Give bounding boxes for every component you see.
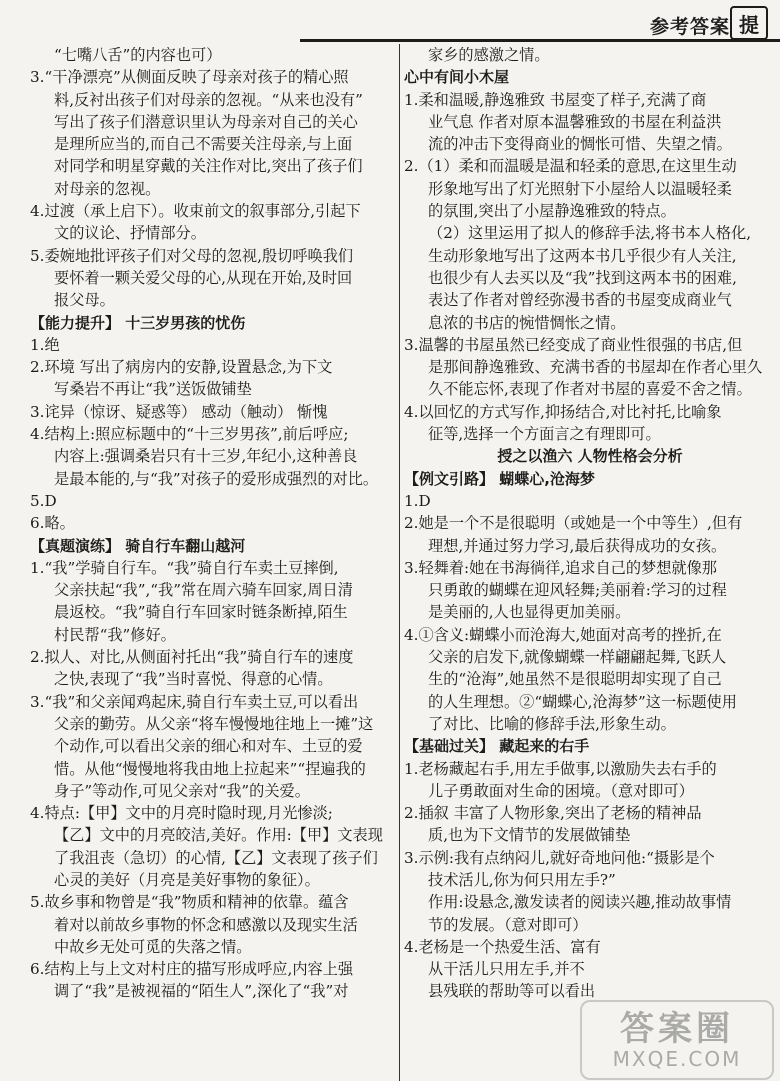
text-line: 表达了作者对曾经弥漫书香的书屋变成商业气 — [428, 291, 732, 310]
text-line: （2）这里运用了拟人的修辞手法,将书本人格化, — [428, 224, 752, 243]
text-line: 写桑岩不再让“我”送饭做铺垫 — [54, 380, 252, 399]
text-line: 6.略。 — [30, 514, 75, 533]
text-line: 息浓的书店的惋惜惆怅之情。 — [428, 313, 626, 332]
section-heading: 【能力提升】 十三岁男孩的忧伤 — [30, 313, 246, 332]
text-line: 5.D — [30, 491, 57, 510]
text-line: 是理所应当的,而自己不需要关注母亲,与上面 — [54, 135, 353, 154]
text-line: 个动作,可以看出父亲的细心和对车、土豆的爱 — [54, 737, 363, 756]
text-line: 3.诧异（惊讶、疑惑等） 感动（触动） 惭愧 — [30, 402, 328, 421]
text-line: 流的冲击下变得商业的惆怅可惜、失望之情。 — [428, 135, 732, 154]
text-line: 3.“我”和父亲闻鸡起床,骑自行车卖土豆,可以看出 — [30, 692, 359, 711]
text-line: 中故乡无处可觅的失落之情。 — [54, 937, 252, 956]
text-line: 4.过渡（承上启下）。收束前文的叙事部分,引起下 — [30, 202, 361, 221]
text-line: 了对比、比喻的修辞手法,形象生动。 — [428, 714, 676, 733]
text-line: 技术活儿,你为何只用左手?” — [428, 870, 616, 889]
text-line: 2.拟人、对比,从侧面衬托出“我”骑自行车的速度 — [30, 648, 354, 667]
text-line: 质,也为下文情节的发展做铺垫 — [428, 826, 631, 845]
text-line: 1.老杨藏起右手,用左手做事,以激励失去右手的 — [404, 759, 717, 778]
text-line: 县残联的帮助等可以看出 — [428, 982, 596, 1001]
section-heading: 【例文引路】 蝴蝶心,沧海梦 — [404, 469, 595, 488]
text-line: 要怀着一颗关爱父母的心,从现在开始,及时回 — [54, 268, 353, 287]
text-line: 理想,并通过努力学习,最后获得成功的女孩。 — [428, 536, 727, 555]
text-line: 写出了孩子们潜意识里认为母亲对自己的关心 — [54, 112, 358, 131]
text-line: 父亲的启发下,就像蝴蝶一样翩翩起舞,飞跃人 — [428, 648, 727, 667]
text-line: 3.轻舞着:她在书海徜徉,追求自己的梦想就像那 — [404, 558, 717, 577]
text-line: 调了“我”是被视福的“陌生人”,深化了“我”对 — [54, 982, 349, 1001]
column-divider — [399, 44, 400, 1081]
text-line: 之快,表现了“我”当时喜悦、得意的心情。 — [54, 670, 333, 689]
text-line: 身子”等动作,可见父亲对“我”的关爱。 — [54, 781, 310, 800]
text-line: 节的发展。（意对即可） — [428, 915, 588, 934]
text-line: 6.结构上与上文对村庄的描写形成呼应,内容上强 — [30, 960, 354, 979]
text-line: 4.①含义:蝴蝶小而沧海大,她面对高考的挫折,在 — [404, 625, 722, 644]
text-line: 【乙】文中的月亮皎洁,美好。作用:【甲】文表现 — [54, 826, 383, 845]
text-line: 父亲扶起“我”,“我”常在周六骑车回家,周日清 — [54, 581, 353, 600]
text-line: 只勇敢的蝴蝶在迎风轻舞;美丽着:学习的过程 — [428, 581, 727, 600]
text-line: 1.“我”学骑自行车。“我”骑自行车卖土豆摔倒, — [30, 558, 339, 577]
text-line: 的氛围,突出了小屋静逸雅致的特点。 — [428, 202, 676, 221]
text-line: 1.柔和温暖,静逸雅致 书屋变了样子,充满了商 — [404, 90, 707, 109]
text-line: 形象地写出了灯光照射下小屋给人以温暖轻柔 — [428, 179, 732, 198]
text-line: 的人生理想。②“蝴蝶心,沧海梦”这一标题使用 — [428, 692, 737, 711]
section-heading: 授之以渔六 人物性格会分析 — [497, 447, 683, 466]
header-title: 参考答案 — [649, 16, 730, 38]
text-line: 是美丽的,人也显得更加美丽。 — [428, 603, 631, 622]
text-line: 3.“干净漂亮”从侧面反映了母亲对孩子的精心照 — [30, 68, 349, 87]
text-line: 父亲的勤劳。从父亲“将车慢慢地往地上一摊”这 — [54, 714, 374, 733]
text-line: 内容上:强调桑岩只有十三岁,年纪小,这种善良 — [54, 447, 358, 466]
text-line: 生的“沧海”,她虽然不是很聪明却实现了自己 — [428, 670, 722, 689]
text-line: 家乡的感激之情。 — [428, 46, 550, 64]
text-line: 作用:设悬念,激发读者的阅读兴趣,推动故事情 — [428, 893, 732, 912]
left-column — [30, 44, 392, 1003]
watermark-site: MXQE.COM — [612, 1047, 742, 1071]
text-line: 儿子勇敢面对生命的困境。（意对即可） — [428, 781, 694, 800]
text-line: 2.环境 写出了病房内的安静,设置悬念,为下文 — [30, 358, 333, 377]
text-line: 征等,选择一个方面言之有理即可。 — [428, 425, 661, 444]
text-line: 料,反衬出孩子们对母亲的忽视。“从来也没有” — [54, 90, 363, 109]
text-line: 久不能忘怀,表现了作者对书屋的喜爱不舍之情。 — [428, 380, 752, 399]
text-line: 对母亲的忽视。 — [54, 179, 161, 198]
text-line: “七嘴八舌”的内容也可） — [54, 46, 222, 64]
text-line: 从干活儿只用左手,并不 — [428, 960, 585, 979]
text-line: 业气息 作者对原本温馨雅致的书屋在利益洪 — [428, 112, 722, 131]
text-line: 着对以前故乡事物的怀念和感激以及现实生活 — [54, 915, 358, 934]
page-header — [0, 0, 780, 44]
text-line: 3.示例:我有点纳闷儿,就好奇地问他:“摄影是个 — [404, 848, 715, 867]
watermark-title: 答案圈 — [620, 1009, 734, 1049]
text-line: 晨返校。“我”骑自行车回家时链条断掉,陌生 — [54, 603, 348, 622]
text-line: 对同学和明星穿戴的关注作对比,突出了孩子们 — [54, 157, 363, 176]
text-line: 生动形象地写出了这两本书几乎很少有人关注, — [428, 246, 737, 265]
text-line: 1.D — [404, 491, 431, 510]
text-line: 惜。从他“慢慢地将我由地上拉起来”“捏遍我的 — [54, 759, 366, 778]
text-line: 4.老杨是一个热爱生活、富有 — [404, 937, 601, 956]
text-line: 了我沮丧（急切）的心情,【乙】文表现了孩子们 — [54, 848, 378, 867]
text-line: 5.故乡事和物曾是“我”物质和精神的依靠。蕴含 — [30, 893, 349, 912]
text-line: 5.委婉地批评孩子们对父母的忽视,殷切呼唤我们 — [30, 246, 354, 265]
text-line: 4.结构上:照应标题中的“十三岁男孩”,前后呼应; — [30, 425, 349, 444]
text-line: 4.特点:【甲】文中的月亮时隐时现,月光惨淡; — [30, 804, 333, 823]
text-line: 2.插叙 丰富了人物形象,突出了老杨的精神品 — [404, 804, 702, 823]
book-logo-icon: 提 — [730, 6, 768, 40]
text-line: 文的议论、抒情部分。 — [54, 224, 206, 243]
text-line: 4.以回忆的方式写作,抑扬结合,对比衬托,比喻象 — [404, 402, 722, 421]
text-line: 3.温馨的书屋虽然已经变成了商业性很强的书店,但 — [404, 335, 743, 354]
section-heading: 【真题演练】 骑自行车翻山越河 — [30, 536, 246, 555]
text-line: 村民帮“我”修好。 — [54, 625, 176, 644]
right-column — [404, 44, 776, 1003]
text-line: 1.绝 — [30, 335, 60, 354]
text-line: 2.（1）柔和而温暖是温和轻柔的意思,在这里生动 — [404, 157, 737, 176]
watermark-logo — [580, 1000, 774, 1080]
section-heading: 【基础过关】 藏起来的右手 — [404, 737, 590, 756]
header-rule — [300, 39, 780, 42]
text-line: 2.她是一个不是很聪明（或她是一个中等生）,但有 — [404, 514, 743, 533]
text-line: 也很少有人去买以及“我”找到这两本书的困难, — [428, 268, 737, 287]
text-line: 心灵的美好（月亮是美好事物的象征）。 — [54, 870, 320, 889]
text-line: 是那间静逸雅致、充满书香的书屋却在作者心里久 — [428, 358, 763, 377]
text-line: 是最本能的,与“我”对孩子的爱形成强烈的对比。 — [54, 469, 379, 488]
text-line: 报父母。 — [54, 291, 115, 310]
section-heading: 心中有间小木屋 — [404, 68, 510, 87]
